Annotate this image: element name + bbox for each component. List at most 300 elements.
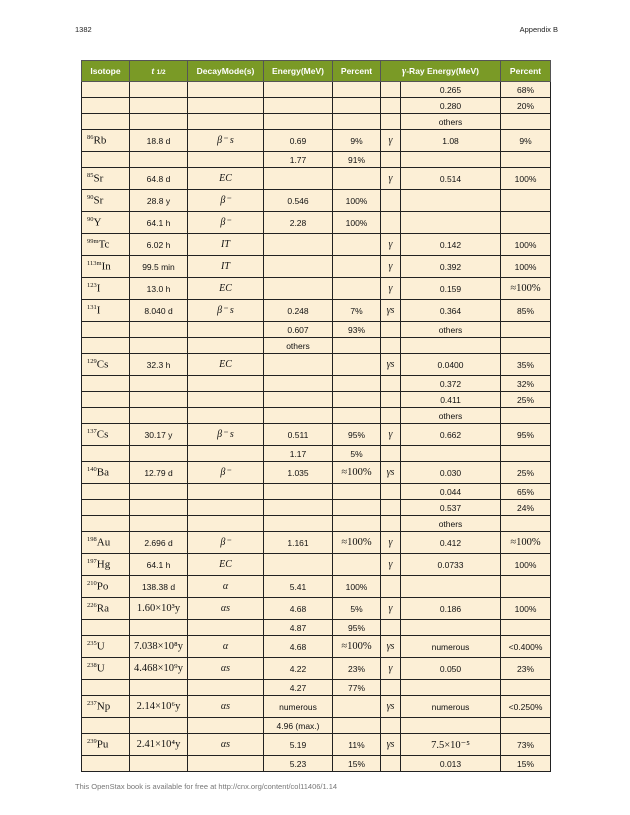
table-row <box>82 234 551 256</box>
table-cell: 2.14×10⁶y <box>130 696 188 718</box>
table-cell <box>333 98 381 114</box>
element-symbol: Sr <box>93 194 104 207</box>
table-cell <box>82 408 130 424</box>
table-row <box>82 82 551 98</box>
element-symbol: Po <box>96 580 109 593</box>
table-cell <box>82 620 130 636</box>
table-cell <box>333 354 381 376</box>
table-cell: 0.511 <box>264 424 333 446</box>
table-cell: 25% <box>501 462 551 484</box>
table-row <box>82 424 551 446</box>
table-cell: 2.28 <box>264 212 333 234</box>
mass-number: 238 <box>87 662 97 670</box>
table-cell <box>381 408 401 424</box>
mass-number: 137 <box>87 428 97 436</box>
table-row <box>82 338 551 354</box>
isotope-cell <box>82 554 130 576</box>
table-cell <box>188 718 264 734</box>
element-symbol: Y <box>93 216 102 229</box>
table-row <box>82 354 551 376</box>
table-cell <box>501 516 551 532</box>
isotope-cell <box>82 278 130 300</box>
table-cell: 100% <box>501 256 551 278</box>
isotope-cell <box>82 234 130 256</box>
table-cell <box>130 152 188 168</box>
table-cell: β⁻ <box>188 462 264 484</box>
table-header-row <box>82 61 551 82</box>
table-cell: 0.392 <box>401 256 501 278</box>
table-cell <box>333 696 381 718</box>
table-cell: 6.02 h <box>130 234 188 256</box>
element-symbol: Rb <box>93 134 107 147</box>
table-cell: β⁻ <box>188 532 264 554</box>
table-cell: 64.8 d <box>130 168 188 190</box>
table-cell <box>333 554 381 576</box>
table-cell: 138.38 d <box>130 576 188 598</box>
element-symbol: Hg <box>96 558 111 571</box>
table-cell <box>188 392 264 408</box>
table-cell: ≈100% <box>333 462 381 484</box>
table-cell: <0.400% <box>501 636 551 658</box>
table-row <box>82 168 551 190</box>
table-cell: 9% <box>333 130 381 152</box>
table-cell <box>381 190 401 212</box>
table-cell: γ <box>381 554 401 576</box>
table-cell: β⁻ <box>188 212 264 234</box>
table-cell: 0.372 <box>401 376 501 392</box>
table-cell: numerous <box>401 636 501 658</box>
table-cell <box>188 322 264 338</box>
table-row <box>82 696 551 718</box>
table-cell: numerous <box>401 696 501 718</box>
table-cell <box>381 114 401 130</box>
page-number: 1382 <box>75 25 92 34</box>
table-cell <box>264 376 333 392</box>
table-cell <box>401 190 501 212</box>
table-cell: 23% <box>333 658 381 680</box>
table-cell: others <box>401 114 501 130</box>
isotope-cell <box>82 168 130 190</box>
table-cell <box>264 256 333 278</box>
isotope-cell <box>82 212 130 234</box>
table-cell <box>130 338 188 354</box>
table-cell: others <box>401 516 501 532</box>
table-cell <box>333 718 381 734</box>
table-cell <box>381 718 401 734</box>
table-cell: 100% <box>501 554 551 576</box>
table-cell: γ <box>381 278 401 300</box>
table-cell: others <box>264 338 333 354</box>
element-symbol: Pu <box>96 738 109 751</box>
table-cell <box>188 98 264 114</box>
table-cell: 4.68 <box>264 636 333 658</box>
table-cell <box>381 212 401 234</box>
table-cell <box>188 484 264 500</box>
table-cell: γs <box>381 734 401 756</box>
header-gamma-ray-energy <box>381 61 501 82</box>
mass-number: 210 <box>87 580 97 588</box>
isotope-cell <box>82 658 130 680</box>
table-cell: 0.607 <box>264 322 333 338</box>
table-cell: α <box>188 636 264 658</box>
table-cell: 95% <box>333 424 381 446</box>
table-cell: others <box>401 322 501 338</box>
table-cell <box>401 446 501 462</box>
table-row <box>82 516 551 532</box>
table-row <box>82 756 551 772</box>
header-half-life-sub: 1/2 <box>156 69 166 76</box>
table-cell <box>188 516 264 532</box>
table-cell <box>501 114 551 130</box>
table-cell <box>333 338 381 354</box>
table-cell <box>82 114 130 130</box>
table-cell: 7.038×10⁸y <box>130 636 188 658</box>
table-cell <box>188 756 264 772</box>
table-cell <box>82 322 130 338</box>
table-cell <box>130 484 188 500</box>
mass-number: 131 <box>87 304 97 312</box>
table-cell <box>188 620 264 636</box>
table-cell <box>188 152 264 168</box>
isotope-cell <box>82 354 130 376</box>
table-cell: 0.537 <box>401 500 501 516</box>
table-cell <box>381 620 401 636</box>
table-cell <box>381 484 401 500</box>
table-cell: γ <box>381 256 401 278</box>
table-cell <box>501 620 551 636</box>
table-cell <box>381 516 401 532</box>
table-cell: 12.79 d <box>130 462 188 484</box>
table-cell: 68% <box>501 82 551 98</box>
element-symbol: Ra <box>96 602 109 615</box>
table-cell: EC <box>188 278 264 300</box>
table-cell <box>333 408 381 424</box>
isotope-cell <box>82 462 130 484</box>
table-cell: γs <box>381 354 401 376</box>
table-cell: 91% <box>333 152 381 168</box>
mass-number: 198 <box>87 536 97 544</box>
table-row <box>82 212 551 234</box>
table-cell <box>188 376 264 392</box>
table-cell: 5% <box>333 446 381 462</box>
table-cell <box>501 212 551 234</box>
table-cell: 5.23 <box>264 756 333 772</box>
table-cell: ≈100% <box>333 636 381 658</box>
table-row <box>82 576 551 598</box>
table-cell <box>130 98 188 114</box>
table-cell: 0.013 <box>401 756 501 772</box>
table-cell <box>264 114 333 130</box>
element-symbol: Cs <box>96 358 109 371</box>
mass-number: 113m <box>87 260 102 268</box>
mass-number: 237 <box>87 700 97 708</box>
table-cell <box>264 516 333 532</box>
mass-number: 239 <box>87 738 97 746</box>
table-cell: 100% <box>501 598 551 620</box>
table-cell: 0.0400 <box>401 354 501 376</box>
table-cell <box>188 114 264 130</box>
isotope-cell <box>82 636 130 658</box>
header-isotope: Isotope <box>82 61 130 82</box>
table-cell <box>264 392 333 408</box>
table-cell <box>82 500 130 516</box>
table-cell: IT <box>188 256 264 278</box>
table-cell: 15% <box>333 756 381 772</box>
table-row <box>82 554 551 576</box>
table-cell <box>188 500 264 516</box>
table-cell <box>82 338 130 354</box>
header-percent: Percent <box>333 61 381 82</box>
element-symbol: In <box>101 260 111 273</box>
table-cell <box>82 392 130 408</box>
table-cell <box>381 322 401 338</box>
table-row <box>82 130 551 152</box>
table-cell: 7% <box>333 300 381 322</box>
table-cell <box>82 82 130 98</box>
table-cell: 11% <box>333 734 381 756</box>
table-cell: β⁻ <box>188 190 264 212</box>
header-gamma-percent: Percent <box>501 61 551 82</box>
table-cell: γs <box>381 696 401 718</box>
table-cell: 0.412 <box>401 532 501 554</box>
element-symbol: I <box>96 304 101 317</box>
table-cell: 4.87 <box>264 620 333 636</box>
section-title: Appendix B <box>519 25 558 34</box>
table-cell <box>401 576 501 598</box>
table-row <box>82 392 551 408</box>
table-cell: γs <box>381 300 401 322</box>
element-symbol: U <box>96 640 105 653</box>
table-cell <box>401 338 501 354</box>
table-cell: numerous <box>264 696 333 718</box>
isotope-cell <box>82 576 130 598</box>
table-cell: 18.8 d <box>130 130 188 152</box>
table-cell <box>381 756 401 772</box>
table-cell: 1.60×10³y <box>130 598 188 620</box>
table-cell <box>82 718 130 734</box>
table-row <box>82 680 551 696</box>
table-cell <box>130 114 188 130</box>
table-cell: 15% <box>501 756 551 772</box>
table-cell <box>264 278 333 300</box>
mass-number: 235 <box>87 640 97 648</box>
table-cell <box>333 82 381 98</box>
table-row <box>82 322 551 338</box>
table-cell: γ <box>381 168 401 190</box>
table-cell: 5% <box>333 598 381 620</box>
isotope-cell <box>82 130 130 152</box>
table-cell <box>401 212 501 234</box>
table-cell <box>82 484 130 500</box>
mass-number: 90 <box>87 194 94 202</box>
mass-number: 123 <box>87 282 97 290</box>
mass-number: 90 <box>87 216 94 224</box>
table-cell <box>130 718 188 734</box>
table-cell <box>130 620 188 636</box>
table-cell <box>381 98 401 114</box>
table-cell <box>264 408 333 424</box>
element-symbol: Cs <box>96 428 109 441</box>
header-gamma-symbol: γ <box>402 65 407 77</box>
table-cell: IT <box>188 234 264 256</box>
isotope-cell <box>82 256 130 278</box>
table-cell: 100% <box>333 212 381 234</box>
header-half-life-t: t <box>151 66 155 76</box>
table-row <box>82 484 551 500</box>
table-cell: 73% <box>501 734 551 756</box>
table-cell <box>130 756 188 772</box>
table-row <box>82 278 551 300</box>
table-cell <box>401 620 501 636</box>
isotope-cell <box>82 532 130 554</box>
isotope-table <box>81 60 551 772</box>
isotope-cell <box>82 300 130 322</box>
table-cell <box>381 500 401 516</box>
table-cell: 1.17 <box>264 446 333 462</box>
table-row <box>82 256 551 278</box>
table-cell: 64.1 h <box>130 554 188 576</box>
table-cell: 32.3 h <box>130 354 188 376</box>
table-cell: 0.411 <box>401 392 501 408</box>
table-cell <box>82 152 130 168</box>
table-cell: γ <box>381 532 401 554</box>
table-cell <box>130 392 188 408</box>
header-energy: Energy(MeV) <box>264 61 333 82</box>
table-cell <box>333 114 381 130</box>
table-cell: 8.040 d <box>130 300 188 322</box>
table-cell: 1.08 <box>401 130 501 152</box>
table-cell: 100% <box>501 234 551 256</box>
element-symbol: Au <box>96 536 111 549</box>
table-cell <box>501 152 551 168</box>
table-row <box>82 446 551 462</box>
header-half-life <box>130 61 188 82</box>
table-cell: 1.035 <box>264 462 333 484</box>
table-cell <box>381 576 401 598</box>
table-cell <box>130 82 188 98</box>
table-cell: 4.96 (max.) <box>264 718 333 734</box>
element-symbol: Tc <box>98 238 110 251</box>
table-cell: 4.468×10⁹y <box>130 658 188 680</box>
table-cell: 85% <box>501 300 551 322</box>
mass-number: 86 <box>87 134 94 142</box>
table-cell <box>264 484 333 500</box>
table-cell: αs <box>188 696 264 718</box>
footer-note: This OpenStax book is available for free at http://cnx.org/content/col11406/1.14 <box>75 782 338 791</box>
table-cell: β⁻ s <box>188 424 264 446</box>
table-cell: 0.142 <box>401 234 501 256</box>
table-cell <box>333 376 381 392</box>
mass-number: 99m <box>87 238 99 246</box>
table-cell: 4.22 <box>264 658 333 680</box>
table-cell <box>333 516 381 532</box>
table-cell <box>82 680 130 696</box>
table-cell <box>501 680 551 696</box>
table-cell <box>401 718 501 734</box>
table-cell: γ <box>381 598 401 620</box>
table-cell <box>501 718 551 734</box>
table-cell <box>188 338 264 354</box>
table-row <box>82 376 551 392</box>
table-cell <box>130 376 188 392</box>
table-cell: 99.5 min <box>130 256 188 278</box>
table-cell: γs <box>381 462 401 484</box>
table-cell: 0.514 <box>401 168 501 190</box>
table-cell: EC <box>188 554 264 576</box>
table-cell <box>501 576 551 598</box>
table-cell: 0.030 <box>401 462 501 484</box>
table-cell <box>188 82 264 98</box>
mass-number: 226 <box>87 602 97 610</box>
table-cell: 32% <box>501 376 551 392</box>
table-cell: αs <box>188 598 264 620</box>
table-cell: 77% <box>333 680 381 696</box>
table-cell: 64.1 h <box>130 212 188 234</box>
isotope-cell <box>82 696 130 718</box>
table-cell: others <box>401 408 501 424</box>
table-cell <box>381 446 401 462</box>
table-cell: β⁻ s <box>188 130 264 152</box>
table-cell <box>501 190 551 212</box>
table-cell <box>82 376 130 392</box>
table-cell <box>82 516 130 532</box>
table-cell: 93% <box>333 322 381 338</box>
table-cell <box>381 338 401 354</box>
table-cell <box>333 484 381 500</box>
table-cell: 24% <box>501 500 551 516</box>
table-cell: 0.662 <box>401 424 501 446</box>
table-cell: 0.546 <box>264 190 333 212</box>
table-row <box>82 114 551 130</box>
mass-number: 129 <box>87 358 97 366</box>
table-cell <box>130 680 188 696</box>
table-cell <box>188 680 264 696</box>
table-cell: αs <box>188 734 264 756</box>
table-cell <box>264 234 333 256</box>
table-cell: EC <box>188 354 264 376</box>
table-row <box>82 300 551 322</box>
table-cell: 4.68 <box>264 598 333 620</box>
table-cell: 23% <box>501 658 551 680</box>
table-cell <box>333 234 381 256</box>
table-cell <box>501 338 551 354</box>
table-cell <box>381 392 401 408</box>
table-cell <box>381 152 401 168</box>
table-cell <box>264 98 333 114</box>
table-cell: γ <box>381 234 401 256</box>
table-cell: 28.8 y <box>130 190 188 212</box>
table-cell: 0.248 <box>264 300 333 322</box>
table-cell: 0.280 <box>401 98 501 114</box>
table-cell <box>264 354 333 376</box>
table-cell: 30.17 y <box>130 424 188 446</box>
element-symbol: Ba <box>96 466 109 479</box>
element-symbol: U <box>96 662 105 675</box>
table-cell <box>401 152 501 168</box>
header-gamma-label: -Ray Energy(MeV) <box>406 65 479 76</box>
table-cell: γs <box>381 636 401 658</box>
table-cell: 0.364 <box>401 300 501 322</box>
table-cell <box>501 408 551 424</box>
table-row <box>82 190 551 212</box>
table-cell <box>264 554 333 576</box>
table-row <box>82 636 551 658</box>
table-cell <box>130 408 188 424</box>
table-cell <box>188 408 264 424</box>
table-row <box>82 98 551 114</box>
mass-number: 197 <box>87 558 97 566</box>
table-row <box>82 408 551 424</box>
